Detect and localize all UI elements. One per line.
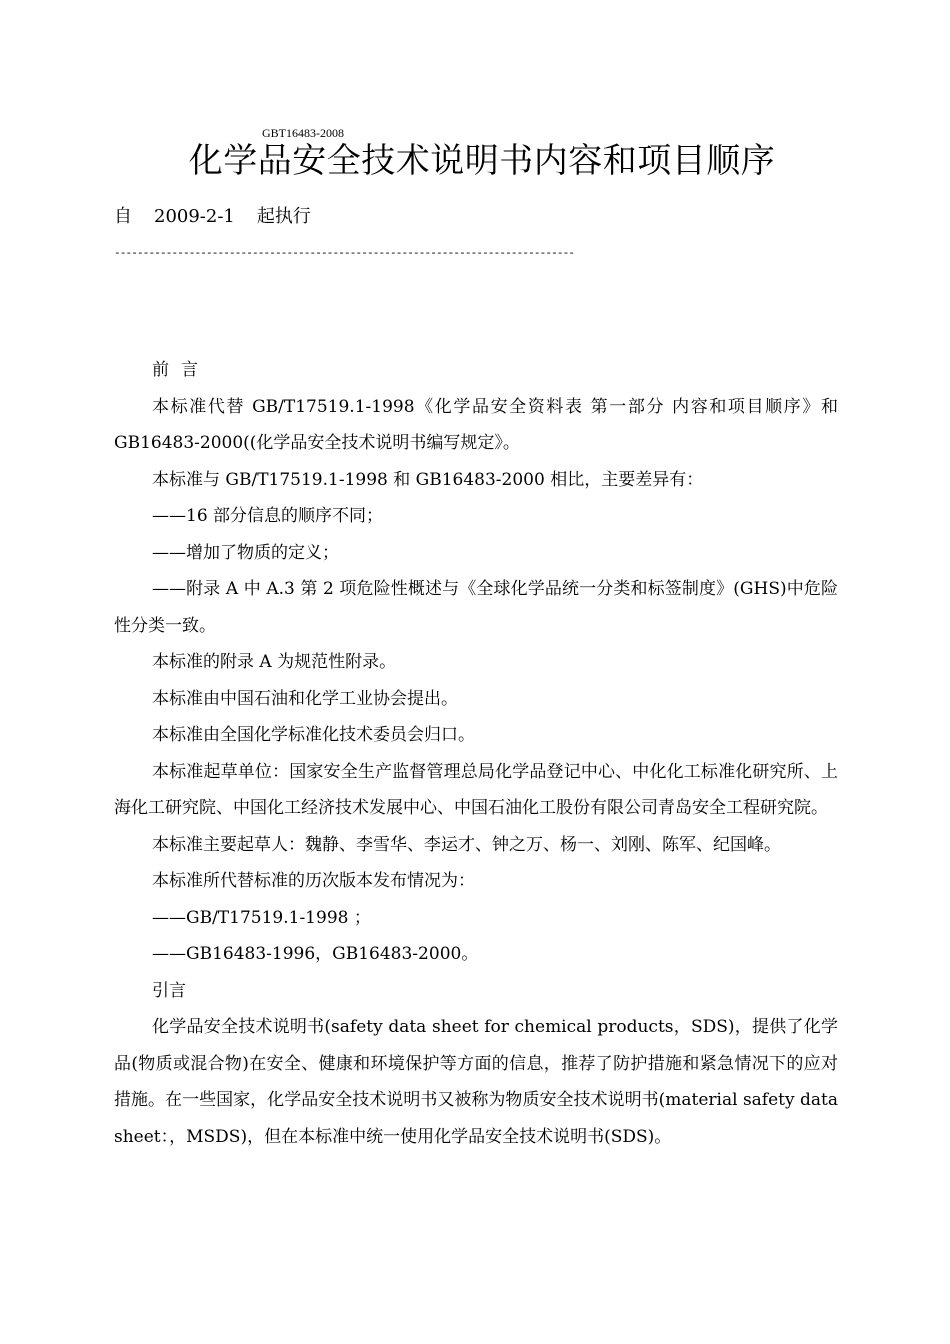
paragraph-differences: 本标准与 GB/T17519.1-1998 和 GB16483-2000 相比，主要差异有： [152, 469, 704, 490]
document-title: 化学品安全技术说明书内容和项目顺序 [188, 141, 776, 181]
effective-date: 2009-2-1 [154, 206, 235, 227]
foreword-heading-char-2: 言 [181, 360, 198, 380]
effective-suffix: 起执行 [256, 206, 311, 227]
paragraph-appendix: 本标准的附录 A 为规范性附录。 [152, 652, 397, 672]
list-item-definition: ——增加了物质的定义； [152, 542, 339, 563]
foreword-heading-char-1: 前 [152, 360, 169, 380]
paragraph-proposed-by: 本标准由中国石油和化学工业协会提出。 [152, 688, 458, 709]
paragraph-drafters: 本标准主要起草人：魏静、李雪华、李运才、钟之万、杨一、刘刚、陈军、纪国峰。 [152, 834, 781, 855]
list-item-history-1: ——GB/T17519.1-1998 ； [152, 907, 371, 928]
list-item-order: ——16 部分信息的顺序不同； [152, 506, 384, 526]
effective-date-line [114, 204, 311, 230]
paragraph-drafting-units: 本标准起草单位：国家安全生产监督管理总局化学品登记中心、中化化工标准化研究所、上海化工研究院、中国化工经济技术发展中心、中国石油化工股份有限公司青岛安全工程研究院。 [114, 761, 838, 818]
dashed-divider: -------------------------------------------------------------------------------- [114, 248, 575, 260]
paragraph-replaces: 本标准代替 GB/T17519.1-1998《化学品安全资料表 第一部分 内容和项目顺序》和GB16483-2000((化学品安全技术说明书编写规定》。 [114, 396, 838, 453]
list-item-ghs: ——附录 A 中 A.3 第 2 项危险性概述与《全球化学品统一分类和标签制度》(GHS)中危险性分类一致。 [114, 579, 838, 636]
introduction-heading: 引言 [152, 980, 186, 1001]
effective-prefix: 自 [114, 206, 132, 227]
list-item-history-2: ——GB16483-1996，GB16483-2000。 [152, 944, 479, 964]
paragraph-history: 本标准所代替标准的历次版本发布情况为： [152, 871, 475, 891]
paragraph-sds-introduction: 化学品安全技术说明书(safety data sheet for chemical products，SDS)，提供了化学品(物质或混合物)在安全、健康和环境保护等方面的信息，推荐了防护措施和紧急情况下的应对措施。在一些国家，化学品安全技术说明书又被称为物质安全技术说明书(material safety data sheet：，MSDS)，但在本标准中统一使用化学品安全技术说明书(SDS)。 [114, 1017, 838, 1147]
document-body [114, 352, 838, 1155]
standard-code: GBT16483-2008 [262, 126, 344, 140]
foreword-heading [114, 352, 838, 389]
paragraph-committee: 本标准由全国化学标准化技术委员会归口。 [152, 725, 475, 745]
